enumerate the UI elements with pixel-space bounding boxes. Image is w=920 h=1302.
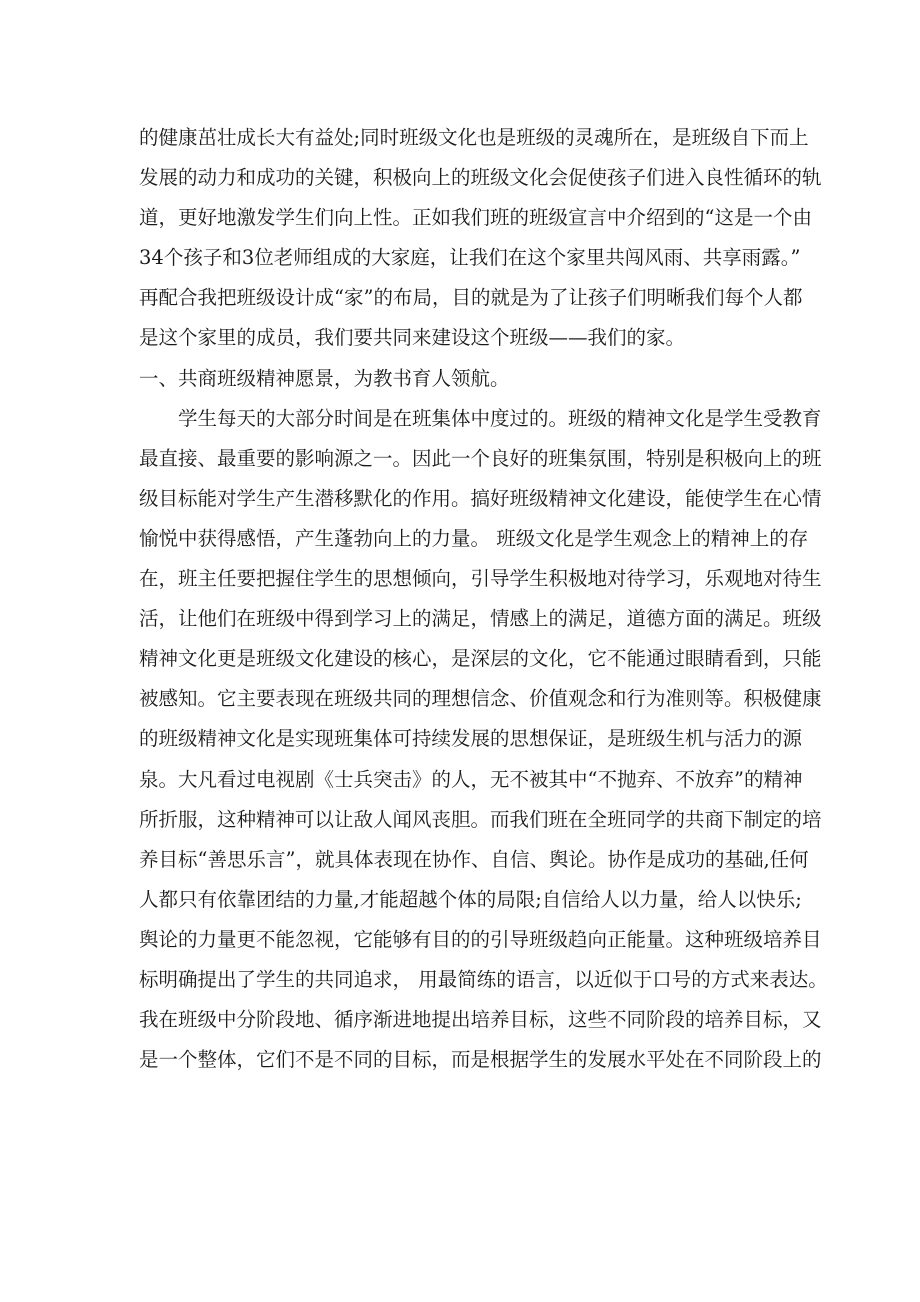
text-line: 活，让他们在班级中得到学习上的满足，情感上的满足，道德方面的满足。班级 [139,607,822,631]
text-line: 是一个整体，它们不是不同的目标，而是根据学生的发展水平处在不同阶段上的 [139,1048,822,1072]
text-line: 是这个家里的成员，我们要共同来建设这个班级——我们的家。 [139,326,686,350]
text-line: 我在班级中分阶段地、循序渐进地提出培养目标，这些不同阶段的培养目标，又 [139,1008,822,1032]
text-line: 再配合我把班级设计成“家”的布局，目的就是为了让孩子们明晰我们每个人都 [139,286,803,310]
document-body [139,118,828,1080]
text-line: 的班级精神文化是实现班集体可持续发展的思想保证，是班级生机与活力的源 [139,727,803,751]
text-line: 级目标能对学生产生潜移默化的作用。搞好班级精神文化建设，能使学生在心情 [139,486,822,510]
text-line: 发展的动力和成功的关键，积极向上的班级文化会促使孩子们进入良性循环的轨 [139,166,822,190]
text-line: 的健康茁壮成长大有益处;同时班级文化也是班级的灵魂所在，是班级自下而上 [139,126,809,149]
text-line: 34个孩子和3位老师组成的大家庭，让我们在这个家里共闯风雨、共享雨露。” [139,246,801,270]
text-line: 被感知。它主要表现在班级共同的理想信念、价值观念和行为准则等。积极健康 [139,687,822,711]
text-line: 泉。大凡看过电视剧《士兵突击》的人，无不被其中“不抛弃、不放弃”的精神 [139,767,803,791]
text-line: 道，更好地激发学生们向上性。正如我们班的班级宣言中介绍到的“这是一个由 [139,206,812,230]
text-line: 人都只有依靠团结的力量,才能超越个体的局限;自信给人以力量，给人以快乐; [139,887,802,911]
text-line: 学生每天的大部分时间是在班集体中度过的。班级的精神文化是学生受教育 [178,406,822,430]
text-line: 在，班主任要把握住学生的思想倾向，引导学生积极地对待学习，乐观地对待生 [139,567,822,591]
text-line: 标明确提出了学生的共同追求， 用最简练的语言，以近似于口号的方式来表达。 [139,967,828,991]
paragraph-2 [139,399,828,1081]
section-heading-1 [139,359,789,399]
text-line: 养目标“善思乐言”，就具体表现在协作、自信、舆论。协作是成功的基础,任何 [139,847,809,871]
text-line: 最直接、最重要的影响源之一。因此一个良好的班集氛围，特别是积极向上的班 [139,446,822,470]
text-line: 愉悦中获得感悟，产生蓬勃向上的力量。 班级文化是学生观念上的精神上的存 [139,526,809,550]
text-line: 精神文化更是班级文化建设的核心，是深层的文化，它不能通过眼睛看到，只能 [139,647,822,671]
text-line: 舆论的力量更不能忽视，它能够有目的的引导班级趋向正能量。这种班级培养目 [139,927,822,951]
heading-line: 一、共商班级精神愿景，为教书育人领航。 [139,366,510,390]
paragraph-1 [139,118,822,359]
text-line: 所折服，这种精神可以让敌人闻风丧胆。而我们班在全班同学的共商下制定的培 [139,807,822,831]
